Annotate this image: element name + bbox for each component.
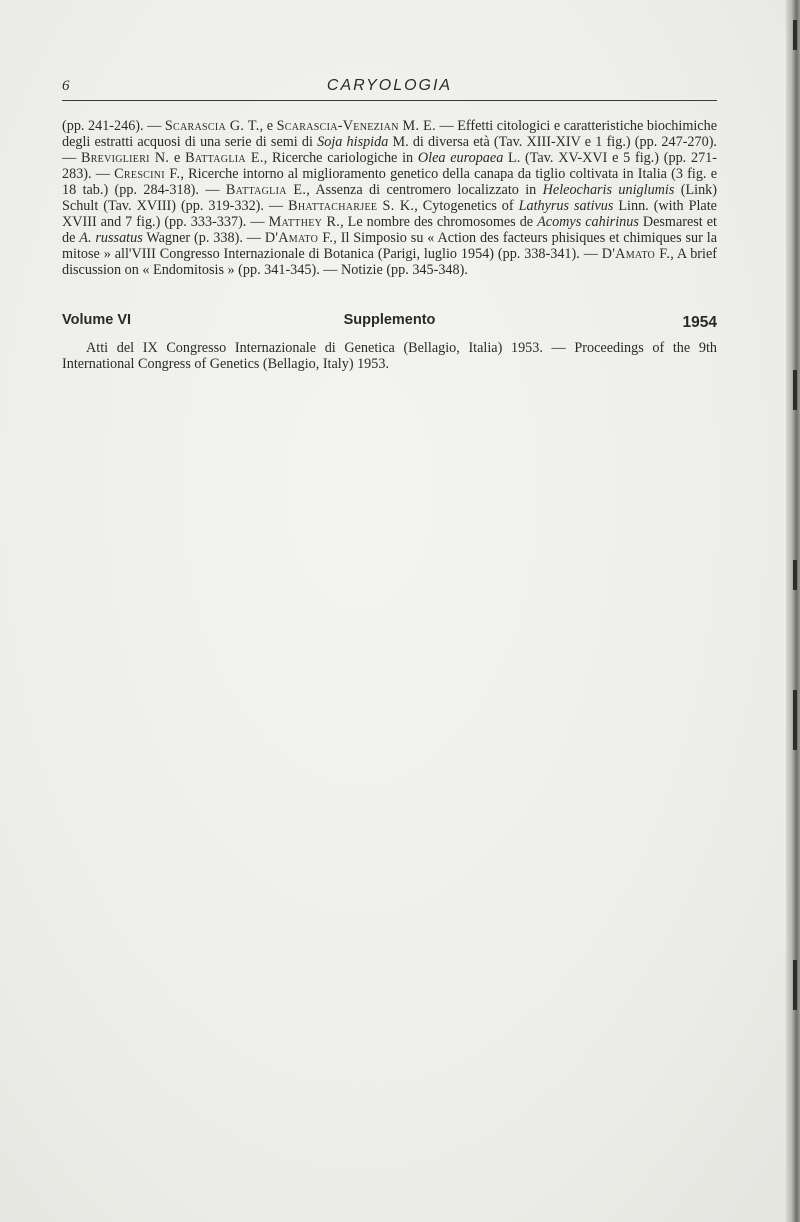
author-name: Matthey R. [268,214,341,230]
edge-mark [793,690,797,750]
author-name: Crescini F. [114,166,181,182]
author-name: Breviglieri N. [80,150,170,166]
supplement-label: Supplemento [343,312,436,328]
text-run: Desmarest et de [62,214,717,246]
text-run: Linn. (with Plate XVIII and 7 fig.) (pp. 333-337). — [62,198,717,230]
text-run: , A brief discussion on « Endomitosis » (pp. 341-345). — Notizie (pp. 345-348). [62,246,717,278]
author-name: D'Amato F. [601,246,671,262]
author-name: Scarascia G. T. [164,118,260,134]
author-name: Scarascia-Venezian M. E. [276,118,436,134]
volume-year: 1954 [682,314,717,331]
running-header [62,76,717,101]
species-name: Lathyrus sativus [518,198,614,214]
text-run: , Assenza di centromero localizzato in [306,182,543,198]
volume-label: Volume VI [62,312,132,328]
edge-mark [793,560,797,590]
running-title: CARYOLOGIA [326,77,453,94]
text-run: (Link) Schult (Tav. XVIII) (pp. 319-332). — [62,182,718,214]
author-name: Battaglia E. [185,150,264,166]
text-run: Wagner (p. 338). — [142,230,265,246]
contents-paragraph [62,118,717,278]
species-name: A. russatus [79,230,143,246]
species-name: Heleocharis uniglumis [542,182,675,198]
author-name: Battaglia E. [225,182,307,198]
text-run: , Cytogenetics of [414,198,519,214]
edge-mark [793,20,797,50]
supplement-paragraph: Atti del IX Congresso Internazionale di Genetica (Bellagio, Italia) 1953. — Proceedings of the 9th International Congress of Genetics (Bellagio, Italy) 1953. [62,340,717,372]
page-edge-shadow [786,0,800,1222]
author-name: Bhattacharjee S. K. [288,198,415,214]
species-name: Olea europaea [417,150,504,166]
volume-heading [62,312,717,334]
text-run: — Effetti citologici e caratteristiche biochimiche degli estratti acquosi di una serie di semi di [62,118,717,150]
page-number: 6 [62,78,70,94]
species-name: Soja hispida [317,134,389,150]
text-run: , e [259,118,277,134]
text-run: , Ricerche cariologiche in [263,150,418,166]
text-run: L. (Tav. XV-XVI e 5 fig.) (pp. 271-283). — [62,150,717,182]
text-run: , Ricerche intorno al miglioramento genetico della canapa da tiglio coltivata in Italia (3 fig. e 18 tab.) (pp. 284-318). — [62,166,717,198]
edge-mark [793,370,797,410]
species-name: Acomys cahirinus [537,214,639,230]
author-name: D'Amato F. [264,230,334,246]
text-run: , Il Simposio su « Action des facteurs phisiques et chimiques sur la mitose » all'VIII Congresso Internazionale di Botanica (Parigi, luglio 1954) (pp. 338-341). — [62,230,717,262]
text-run: (pp. 241-246). — [62,118,165,134]
edge-mark [793,960,797,1010]
text-run: , Le nombre des chromosomes de [340,214,538,230]
text-run: M. di diversa età (Tav. XIII-XIV e 1 fig.) (pp. 247-270). — [62,134,717,166]
text-run: e [169,150,186,166]
